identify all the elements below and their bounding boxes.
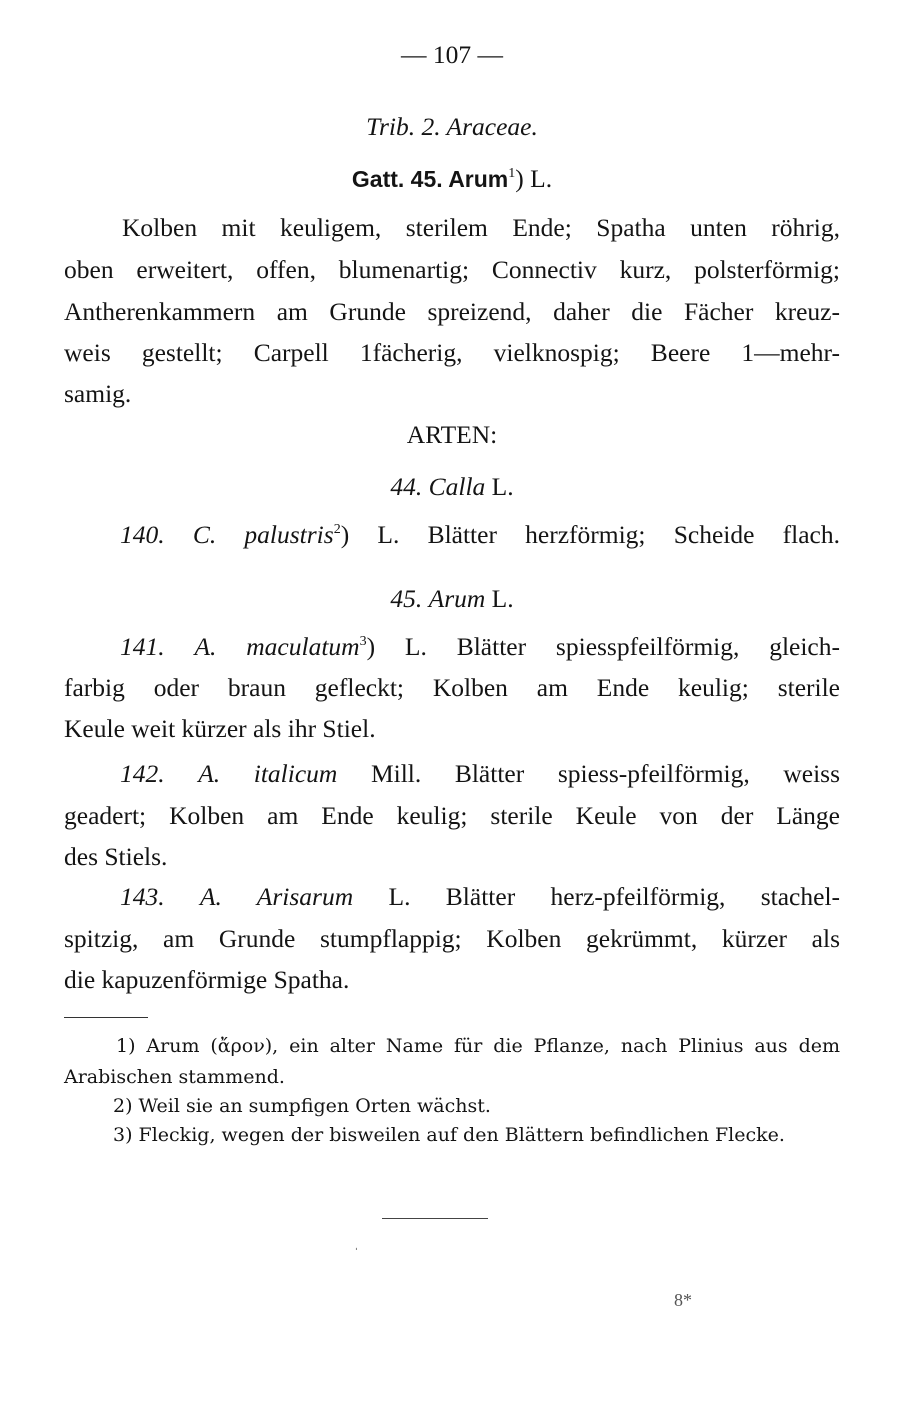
species-description: Blätter spiesspfeilförmig, gleich- (456, 632, 840, 661)
footnote: Arabischen stammend. (64, 1066, 285, 1088)
footnote-ref: 2 (333, 522, 341, 537)
species-entry (64, 759, 840, 789)
species-name: C. palustris (192, 520, 334, 549)
footnote: 3) Fleckig, wegen der bisweilen auf den Blättern befindlichen Flecke. (113, 1124, 785, 1146)
group-heading (64, 584, 840, 614)
species-entry (64, 632, 840, 662)
footnote: 1) Arum (ἄρον), ein alter Name für die Pflanze, nach Plinius aus dem (116, 1035, 840, 1057)
print-speck: ˌ (354, 1236, 359, 1251)
group-name: Arum (428, 584, 486, 613)
group-heading (64, 472, 840, 502)
species-description-line: spitzig, am Grunde stumpflappig; Kolben gekrümmt, kürzer als (64, 924, 840, 953)
species-number: 143. (120, 882, 165, 911)
species-author: ) L. (366, 632, 427, 661)
species-number: 141. (120, 632, 165, 661)
species-description-line: die kapuzenförmige Spatha. (64, 965, 350, 994)
species-author: Mill. (370, 759, 422, 788)
end-rule (382, 1218, 488, 1219)
species-description: Blätter spiess-pfeilförmig, weiss (454, 759, 841, 788)
genus-author: ) L. (515, 164, 553, 193)
species-heading: ARTEN: (406, 420, 498, 449)
group-author: L. (491, 584, 514, 613)
footnote: 2) Weil sie an sumpfigen Orten wächst. (113, 1095, 491, 1117)
species-description-line: des Stiels. (64, 842, 168, 871)
description-line: samig. (64, 379, 132, 408)
document-page (64, 0, 840, 1403)
species-author: ) L. (340, 520, 400, 549)
species-entry (64, 882, 840, 912)
group-name: Calla (428, 472, 486, 501)
description-line: weis gestellt; Carpell 1fächerig, vielknospig; Beere 1—mehr- (64, 338, 840, 367)
species-number: 140. (120, 520, 165, 549)
genus-heading (64, 164, 840, 194)
species-description: Blätter herzförmig; Scheide flach. (427, 520, 840, 549)
footnote-ref: 1 (508, 166, 516, 181)
footnote-ref: 3 (359, 634, 367, 649)
species-name: A. Arisarum (199, 882, 354, 911)
species-description-line: farbig oder braun gefleckt; Kolben am Ende keulig; sterile (64, 673, 840, 702)
description-line: Antherenkammern am Grunde spreizend, daher die Fächer kreuz- (64, 297, 840, 326)
species-description: Blätter herz-pfeilförmig, stachel- (445, 882, 841, 911)
species-number: 142. (120, 759, 165, 788)
species-description-line: geadert; Kolben am Ende keulig; sterile Keule von der Länge (64, 801, 840, 830)
species-author: L. (388, 882, 411, 911)
group-author: L. (491, 472, 514, 501)
tribe-heading: Trib. 2. Araceae. (366, 112, 538, 141)
genus-label: Gatt. 45. Arum (351, 166, 509, 192)
group-number: 44. (390, 472, 423, 501)
species-name: A. maculatum (194, 632, 360, 661)
description-line: oben erweitert, offen, blumenartig; Connectiv kurz, polsterförmig; (64, 255, 840, 284)
description-line: Kolben mit keuligem, sterilem Ende; Spatha unten röhrig, (122, 213, 840, 242)
page-number: — 107 — (401, 40, 503, 69)
species-description-line: Keule weit kürzer als ihr Stiel. (64, 714, 376, 743)
footnote-divider (64, 1017, 148, 1018)
species-name: A. italicum (198, 759, 338, 788)
group-number: 45. (390, 584, 423, 613)
signature-mark: 8* (674, 1290, 692, 1310)
species-entry (64, 520, 840, 550)
